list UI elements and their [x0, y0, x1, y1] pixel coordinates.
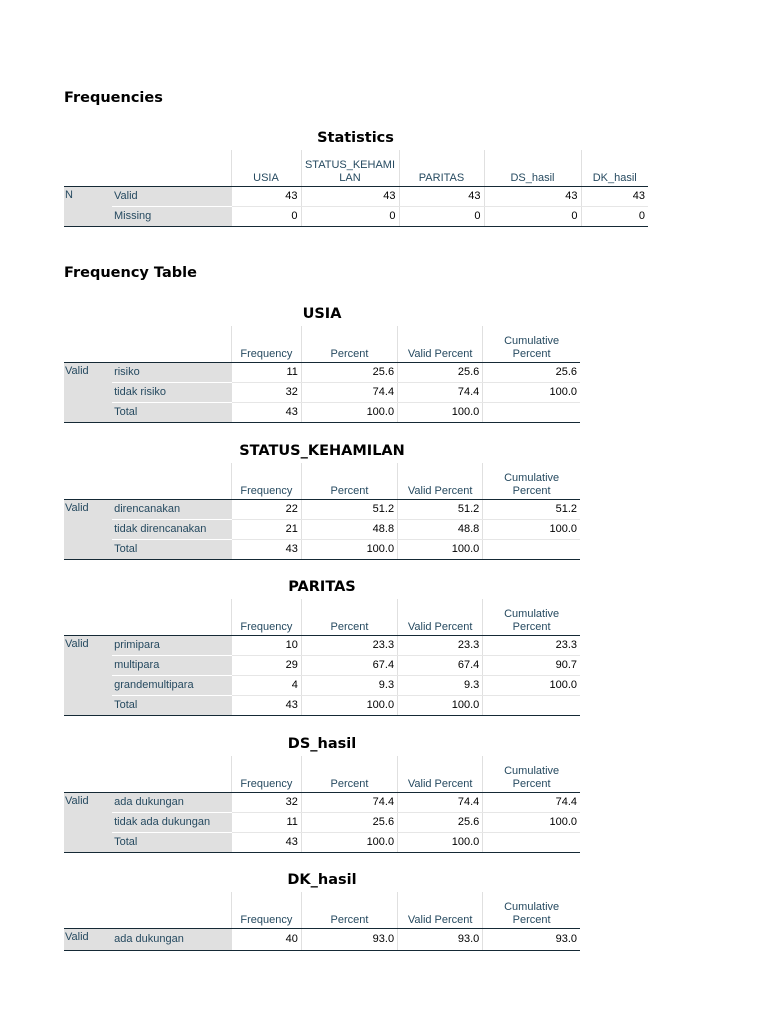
- table-cell: 100.0: [398, 402, 483, 422]
- table-cell: 100.0: [301, 539, 397, 559]
- table-cell: 40: [231, 928, 301, 950]
- row-group-label: Valid: [64, 928, 112, 950]
- frequency-column-header: Percent: [301, 599, 397, 635]
- frequency-table: [64, 599, 580, 716]
- row-label: tidak ada dukungan: [112, 812, 231, 832]
- frequency-column-header: Valid Percent: [398, 756, 483, 792]
- table-row: [64, 362, 580, 382]
- frequency-column-header: Cumulative Percent: [483, 756, 580, 792]
- table-cell: 21: [231, 519, 301, 539]
- row-label: ada dukungan: [112, 928, 231, 950]
- frequency-column-header: Frequency: [231, 463, 301, 499]
- frequency-corner-header: [64, 599, 231, 635]
- statistics-col-status-kehamilan: STATUS_KEHAMI LAN: [301, 150, 399, 186]
- statistics-cell: 43: [399, 186, 484, 206]
- table-cell: 100.0: [301, 402, 397, 422]
- table-row: [64, 499, 580, 519]
- table-row: [64, 928, 580, 950]
- statistics-row-label: Missing: [112, 206, 231, 226]
- table-cell: 9.3: [301, 675, 397, 695]
- statistics-cell: 43: [231, 186, 301, 206]
- frequency-table-heading: Frequency Table: [64, 265, 197, 281]
- table-cell: 23.3: [301, 635, 397, 655]
- table-cell: 93.0: [398, 928, 483, 950]
- table-cell: 23.3: [483, 635, 580, 655]
- frequency-table-title: PARITAS: [288, 579, 356, 595]
- table-cell: 100.0: [483, 675, 580, 695]
- row-group-label: Valid: [64, 362, 112, 422]
- row-group-label: Valid: [64, 499, 112, 559]
- table-cell: 11: [231, 812, 301, 832]
- table-cell: 29: [231, 655, 301, 675]
- table-cell: 32: [231, 382, 301, 402]
- frequency-table: [64, 326, 580, 423]
- frequency-column-header: Cumulative Percent: [483, 463, 580, 499]
- frequency-column-header: Valid Percent: [398, 326, 483, 362]
- table-row: [64, 519, 580, 539]
- statistics-cell: 0: [301, 206, 399, 226]
- table-cell: 93.0: [301, 928, 397, 950]
- frequency-table-title: DK_hasil: [287, 872, 357, 888]
- frequency-column-header: Percent: [301, 756, 397, 792]
- row-label: risiko: [112, 362, 231, 382]
- table-cell: 25.6: [301, 812, 397, 832]
- frequency-column-header: Frequency: [231, 326, 301, 362]
- statistics-col-dk-hasil: DK_hasil: [581, 150, 648, 186]
- table-cell: 100.0: [398, 539, 483, 559]
- table-cell: 9.3: [398, 675, 483, 695]
- frequencies-heading: Frequencies: [64, 90, 163, 106]
- table-cell: 22: [231, 499, 301, 519]
- table-row: [64, 402, 580, 422]
- frequency-table-title: STATUS_KEHAMILAN: [239, 443, 405, 459]
- table-row: [64, 382, 580, 402]
- table-cell: 51.2: [301, 499, 397, 519]
- table-cell: 100.0: [398, 695, 483, 715]
- frequency-table-title: USIA: [302, 306, 342, 322]
- statistics-cell: 0: [399, 206, 484, 226]
- statistics-cell: 43: [301, 186, 399, 206]
- statistics-col-paritas: PARITAS: [399, 150, 484, 186]
- table-cell: 25.6: [483, 362, 580, 382]
- row-label: primipara: [112, 635, 231, 655]
- table-cell: 100.0: [301, 832, 397, 852]
- table-row: [64, 695, 580, 715]
- table-cell: 100.0: [483, 812, 580, 832]
- frequency-column-header: Frequency: [231, 756, 301, 792]
- row-label: Total: [112, 832, 231, 852]
- statistics-row-label: Valid: [112, 186, 231, 206]
- row-label: Total: [112, 539, 231, 559]
- table-cell: 48.8: [398, 519, 483, 539]
- frequency-column-header: Frequency: [231, 599, 301, 635]
- statistics-table: [64, 150, 648, 227]
- frequency-column-header: Valid Percent: [398, 892, 483, 928]
- statistics-group-label: N: [64, 186, 112, 226]
- table-cell: [483, 402, 580, 422]
- table-row: [64, 832, 580, 852]
- frequency-table: [64, 463, 580, 560]
- frequency-column-header: Valid Percent: [398, 599, 483, 635]
- frequency-corner-header: [64, 892, 231, 928]
- table-cell: 10: [231, 635, 301, 655]
- table-cell: 23.3: [398, 635, 483, 655]
- frequency-corner-header: [64, 463, 231, 499]
- table-cell: [483, 695, 580, 715]
- row-group-label: Valid: [64, 635, 112, 715]
- table-cell: 4: [231, 675, 301, 695]
- statistics-title: Statistics: [317, 130, 394, 146]
- table-cell: 25.6: [398, 362, 483, 382]
- statistics-col-usia: USIA: [231, 150, 301, 186]
- table-cell: 48.8: [301, 519, 397, 539]
- row-label: grandemultipara: [112, 675, 231, 695]
- table-row: [64, 635, 580, 655]
- table-cell: 100.0: [483, 382, 580, 402]
- table-cell: [483, 832, 580, 852]
- frequency-column-header: Cumulative Percent: [483, 326, 580, 362]
- table-cell: [483, 539, 580, 559]
- statistics-cell: 43: [484, 186, 581, 206]
- statistics-row-valid: [64, 186, 648, 206]
- frequency-table: [64, 756, 580, 853]
- frequency-column-header: Frequency: [231, 892, 301, 928]
- statistics-cell: 43: [581, 186, 648, 206]
- table-cell: 43: [231, 402, 301, 422]
- statistics-cell: 0: [231, 206, 301, 226]
- table-cell: 11: [231, 362, 301, 382]
- table-cell: 25.6: [301, 362, 397, 382]
- table-cell: 67.4: [398, 655, 483, 675]
- row-label: Total: [112, 402, 231, 422]
- table-row: [64, 812, 580, 832]
- row-label: Total: [112, 695, 231, 715]
- frequency-table: [64, 892, 580, 951]
- table-cell: 74.4: [398, 792, 483, 812]
- row-label: ada dukungan: [112, 792, 231, 812]
- frequency-table-title: DS_hasil: [287, 736, 357, 752]
- row-label: tidak direncanakan: [112, 519, 231, 539]
- table-cell: 25.6: [398, 812, 483, 832]
- table-cell: 43: [231, 695, 301, 715]
- frequency-column-header: Cumulative Percent: [483, 892, 580, 928]
- table-cell: 90.7: [483, 655, 580, 675]
- table-cell: 100.0: [483, 519, 580, 539]
- table-cell: 32: [231, 792, 301, 812]
- row-label: tidak risiko: [112, 382, 231, 402]
- table-cell: 67.4: [301, 655, 397, 675]
- table-cell: 43: [231, 539, 301, 559]
- table-cell: 74.4: [301, 382, 397, 402]
- table-cell: 43: [231, 832, 301, 852]
- table-row: [64, 539, 580, 559]
- row-label: multipara: [112, 655, 231, 675]
- table-cell: 74.4: [301, 792, 397, 812]
- table-cell: 74.4: [483, 792, 580, 812]
- frequency-column-header: Valid Percent: [398, 463, 483, 499]
- table-cell: 51.2: [483, 499, 580, 519]
- frequency-column-header: Percent: [301, 892, 397, 928]
- row-group-label: Valid: [64, 792, 112, 852]
- table-cell: 100.0: [398, 832, 483, 852]
- statistics-col-ds-hasil: DS_hasil: [484, 150, 581, 186]
- table-cell: 100.0: [301, 695, 397, 715]
- table-cell: 93.0: [483, 928, 580, 950]
- table-row: [64, 675, 580, 695]
- table-cell: 51.2: [398, 499, 483, 519]
- row-label: direncanakan: [112, 499, 231, 519]
- frequency-corner-header: [64, 326, 231, 362]
- frequency-column-header: Cumulative Percent: [483, 599, 580, 635]
- frequency-column-header: Percent: [301, 326, 397, 362]
- statistics-cell: 0: [581, 206, 648, 226]
- statistics-row-missing: [64, 206, 648, 226]
- statistics-cell: 0: [484, 206, 581, 226]
- frequency-column-header: Percent: [301, 463, 397, 499]
- table-row: [64, 655, 580, 675]
- table-row: [64, 792, 580, 812]
- statistics-corner-header: [64, 150, 231, 186]
- table-cell: 74.4: [398, 382, 483, 402]
- frequency-corner-header: [64, 756, 231, 792]
